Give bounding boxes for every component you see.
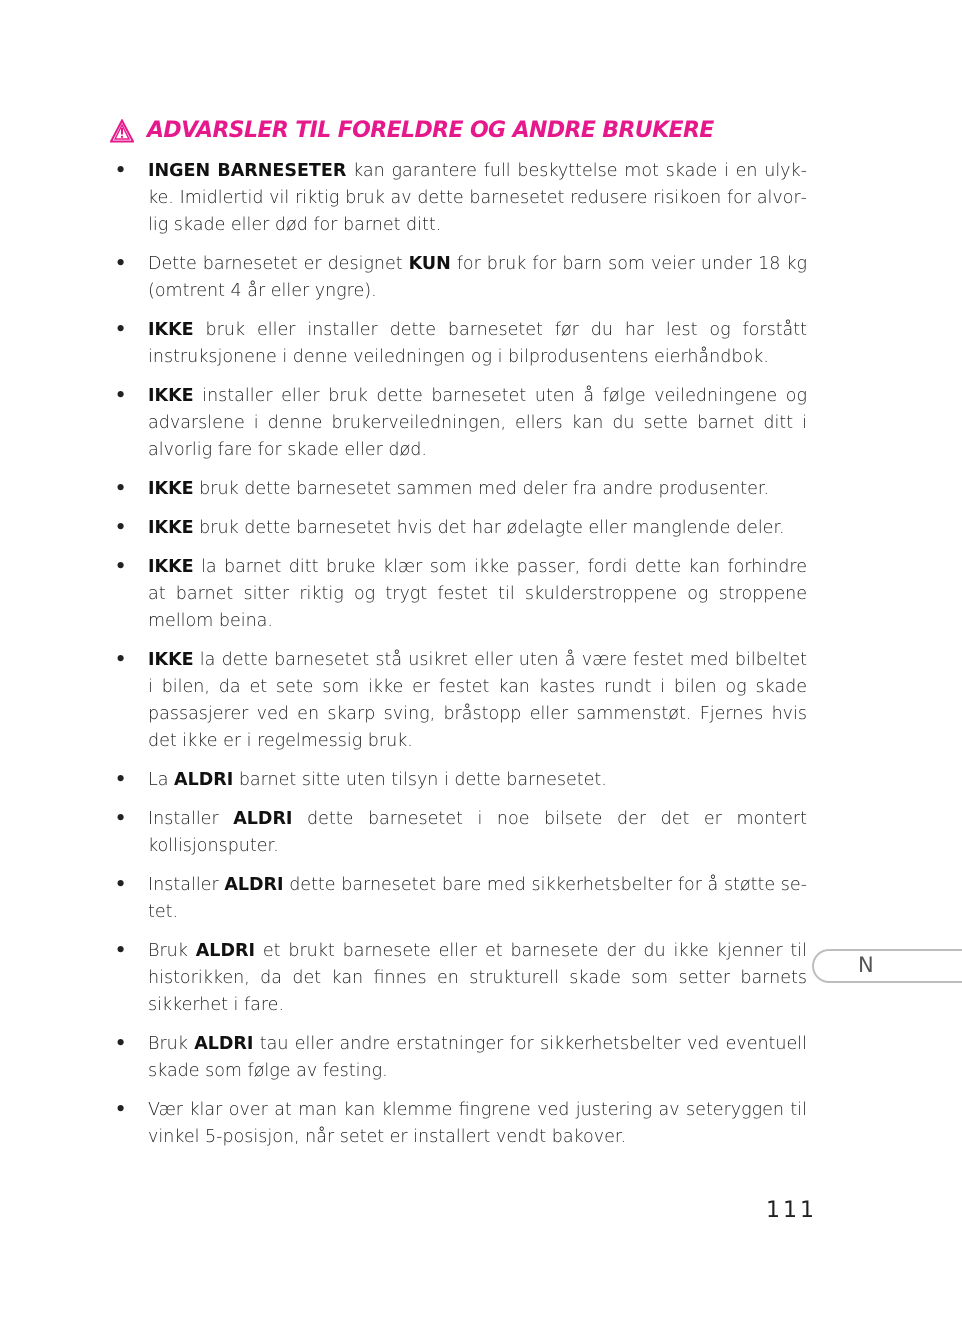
item-text-pre: La: [148, 770, 175, 790]
warning-item: [110, 767, 807, 794]
bullet: •: [115, 650, 127, 670]
item-emphasis: ALDRI: [233, 809, 293, 829]
warning-item: [110, 158, 807, 239]
item-emphasis: INGEN BARNESETER: [148, 161, 347, 181]
bullet: •: [115, 386, 127, 406]
item-emphasis: IKKE: [148, 320, 194, 340]
bullet: •: [115, 875, 127, 895]
heading-text: ADVARSLER TIL FORELDRE OG ANDRE BRUKERE: [147, 118, 714, 143]
item-text-post: bruk eller installer dette barnesetet før du har lest og forstått instruksjonene i denne veiledningen og i bilprodusentens eierhåndbok.: [148, 320, 807, 367]
warning-item: [110, 554, 807, 635]
item-emphasis: IKKE: [148, 479, 194, 499]
item-text-pre: Bruk: [148, 941, 196, 961]
item-text-pre: Bruk: [148, 1034, 195, 1054]
warning-item: [110, 938, 807, 1019]
bullet: •: [115, 1100, 127, 1120]
item-text-post: la dette barnesetet stå usikret eller uten å være festet med bilbeltet i bilen, da et sete som ikke er festet kan kastes rundt i bilen og skade passasjerer ved en skarp sving, bråstopp eller sammenstøt. Fjernes hvis det ikke er i regelmessig bruk.: [148, 650, 807, 751]
warning-triangle-icon: [110, 119, 134, 143]
bullet: •: [115, 254, 127, 274]
warning-item: [110, 251, 807, 305]
item-emphasis: IKKE: [148, 557, 194, 577]
item-emphasis: ALDRI: [195, 941, 255, 961]
item-text-pre: Dette barnesetet er designet: [148, 254, 409, 274]
warning-item: [110, 1097, 807, 1151]
item-text-post: la barnet ditt bruke klær som ikke passer, fordi dette kan forhindre at barnet sitter riktig og trygt festet til skulderstroppene og stroppene mellom beina.: [148, 557, 807, 631]
item-text-post: dette barnesetet bare med sikkerhetsbelter for å støtte setet.: [148, 875, 807, 922]
bullet: •: [115, 809, 127, 829]
bullet: •: [115, 161, 127, 181]
bullet: •: [115, 479, 127, 499]
warning-item: [110, 476, 807, 503]
item-text-post: bruk dette barnesetet sammen med deler fra andre produsenter.: [193, 479, 770, 499]
item-text-post: barnet sitte uten tilsyn i dette barnesetet.: [233, 770, 607, 790]
item-text-post: dette barnesetet i noe bilsete der det er montert kollisjonsputer.: [148, 809, 807, 856]
warning-item: [110, 1031, 807, 1085]
item-emphasis: ALDRI: [224, 875, 284, 895]
warning-item: [110, 317, 807, 371]
item-text-pre: Installer: [148, 875, 225, 895]
warning-item: [110, 872, 807, 926]
item-emphasis: IKKE: [148, 650, 194, 670]
bullet: •: [115, 557, 127, 577]
item-text-pre: Installer: [148, 809, 234, 829]
warning-item: [110, 383, 807, 464]
bullet: •: [115, 941, 127, 961]
bullet: •: [115, 518, 127, 538]
bullet: •: [115, 770, 127, 790]
section-heading: [110, 118, 810, 143]
item-emphasis: KUN: [408, 254, 451, 274]
warning-item: [110, 515, 807, 542]
item-text-pre: Vær klar over at man kan klemme fingrene ved justering av seteryggen til vinkel 5-posisjon, når setet er installert vendt bakover.: [148, 1100, 807, 1147]
page-number: 111: [766, 1198, 817, 1223]
item-text-post: installer eller bruk dette barnesetet uten å følge veiledningene og advarslene i denne brukerveiledningen, ellers kan du sette barnet ditt i alvorlig fare for skade eller død.: [148, 386, 807, 460]
item-text-post: kan garantere full beskyttelse mot skade i en ulykke. Imidlertid vil riktig bruk av dette barnesetet redusere risikoen for alvorlig skade eller død for barnet ditt.: [148, 161, 807, 235]
item-text-post: tau eller andre erstatninger for sikkerhetsbelter ved eventuell skade som følge av festing.: [148, 1034, 807, 1081]
item-emphasis: IKKE: [148, 386, 194, 406]
item-text-post: bruk dette barnesetet hvis det har ødelagte eller manglende deler.: [193, 518, 785, 538]
bullet: •: [115, 320, 127, 340]
bullet: •: [115, 1034, 127, 1054]
item-text-post: et brukt barnesete eller et barnesete der du ikke kjenner til historikken, da det kan finnes en strukturell skade som setter barnets sikkerhet i fare.: [148, 941, 807, 1015]
warning-item: [110, 806, 807, 860]
item-text-post: for bruk for barn som veier under 18 kg (omtrent 4 år eller yngre).: [148, 254, 807, 301]
item-emphasis: ALDRI: [194, 1034, 254, 1054]
item-emphasis: ALDRI: [174, 770, 234, 790]
warning-list: [110, 158, 807, 1163]
warning-item: [110, 647, 807, 755]
language-tab-label: N: [858, 953, 874, 977]
language-tab: [812, 949, 962, 983]
item-emphasis: IKKE: [148, 518, 194, 538]
